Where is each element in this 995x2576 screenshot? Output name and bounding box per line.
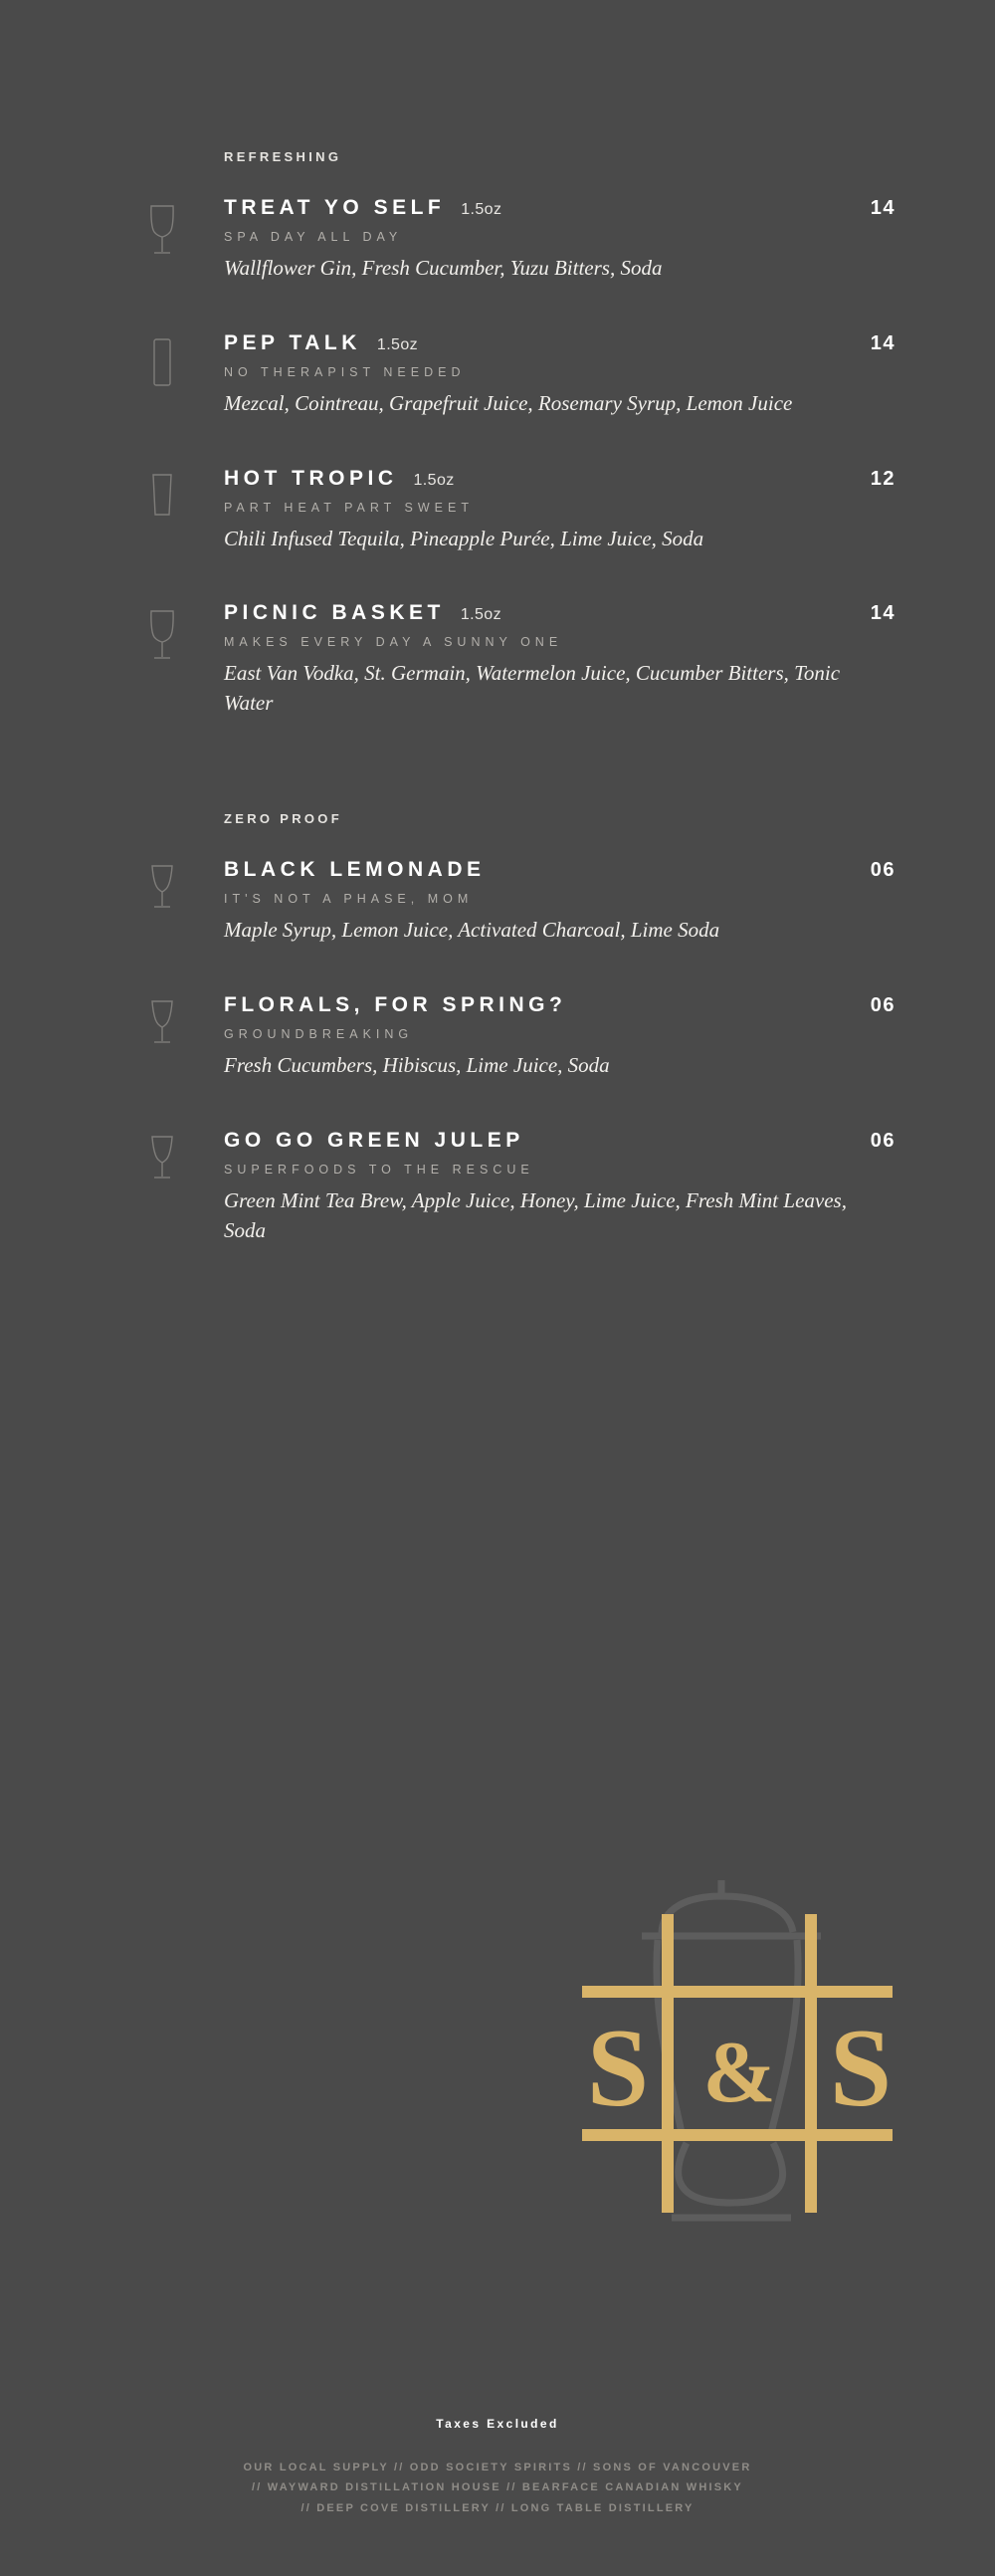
menu-item-tagline: SPA DAY ALL DAY bbox=[224, 230, 403, 244]
local-supply-note bbox=[0, 2458, 995, 2518]
menu-item-description: Maple Syrup, Lemon Juice, Activated Charcoal, Lime Soda bbox=[224, 918, 720, 943]
menu-item-price: 06 bbox=[870, 993, 896, 1016]
menu-item-head bbox=[224, 1129, 896, 1153]
logo-ampersand: & bbox=[702, 2025, 776, 2121]
menu-item[interactable] bbox=[224, 331, 896, 419]
menu-item-price: 14 bbox=[870, 331, 896, 354]
menu-item-name: GO GO GREEN JULEP bbox=[224, 1128, 524, 1152]
menu-item-tagline: IT'S NOT A PHASE, MOM bbox=[224, 892, 474, 907]
section-label: ZERO PROOF bbox=[224, 811, 342, 827]
wine-glass-icon bbox=[139, 862, 185, 924]
menu-item-name: HOT TROPIC bbox=[224, 466, 398, 490]
menu-item-description: Fresh Cucumbers, Hibiscus, Lime Juice, Soda bbox=[224, 1052, 610, 1077]
menu-item-size: 1.5oz bbox=[460, 606, 501, 624]
menu-item-description: East Van Vodka, St. Germain, Watermelon Juice, Cucumber Bitters, Tonic Water bbox=[224, 661, 841, 716]
menu-item-head bbox=[224, 601, 896, 625]
menu-item-size: 1.5oz bbox=[413, 471, 455, 489]
section-spacer bbox=[0, 766, 995, 811]
supply-line-2: // WAYWARD DISTILLATION HOUSE // BEARFACE CANADIAN WHISKY bbox=[252, 2481, 743, 2494]
section-label: REFRESHING bbox=[224, 149, 342, 164]
wine-glass-icon bbox=[139, 1133, 185, 1194]
menu-item-head bbox=[224, 993, 896, 1017]
rocks-glass-icon bbox=[139, 471, 185, 533]
menu-item-description: Green Mint Tea Brew, Apple Juice, Honey, Lime Juice, Fresh Mint Leaves, Soda bbox=[224, 1187, 847, 1242]
menu-item-head bbox=[224, 196, 896, 220]
menu-item-price: 14 bbox=[870, 602, 896, 625]
menu-item-name: PEP TALK bbox=[224, 330, 361, 354]
stemmed-coupe-glass-icon bbox=[139, 605, 185, 667]
menu-item-price: 06 bbox=[870, 859, 896, 882]
menu-section-zero-proof bbox=[0, 811, 995, 1245]
menu-item-price: 12 bbox=[870, 467, 896, 490]
menu-item[interactable] bbox=[224, 601, 896, 719]
logo-right-letter: S bbox=[829, 2007, 893, 2130]
menu-item-description: Wallflower Gin, Fresh Cucumber, Yuzu Bitters, Soda bbox=[224, 256, 663, 280]
logo-left-letter: S bbox=[586, 2007, 650, 2130]
menu-item[interactable] bbox=[224, 196, 896, 284]
menu-item-name: TREAT YO SELF bbox=[224, 196, 446, 219]
menu-item-head bbox=[224, 467, 896, 491]
menu-item[interactable] bbox=[224, 1129, 896, 1246]
menu-item[interactable] bbox=[224, 993, 896, 1081]
menu-item[interactable] bbox=[224, 858, 896, 946]
wine-glass-icon bbox=[139, 997, 185, 1059]
menu-item-description: Chili Infused Tequila, Pineapple Purée, Lime Juice, Soda bbox=[224, 526, 704, 550]
taxes-note: Taxes Excluded bbox=[436, 2417, 559, 2431]
supply-line-1: OUR LOCAL SUPPLY // ODD SOCIETY SPIRITS // SONS OF VANCOUVER bbox=[243, 2461, 752, 2473]
s-and-s-monogram-logo bbox=[522, 1874, 940, 2272]
menu-section-refreshing bbox=[0, 149, 995, 719]
menu-item-size: 1.5oz bbox=[376, 335, 419, 353]
menu-item-price: 06 bbox=[870, 1129, 896, 1152]
menu-item-head bbox=[224, 858, 896, 882]
menu-item-tagline: NO THERAPIST NEEDED bbox=[224, 364, 466, 379]
menu-item[interactable] bbox=[224, 467, 896, 554]
menu-item-tagline: GROUNDBREAKING bbox=[224, 1026, 414, 1041]
menu-item-tagline: PART HEAT PART SWEET bbox=[224, 500, 474, 515]
menu-item-name: PICNIC BASKET bbox=[224, 601, 445, 625]
stemmed-coupe-glass-icon bbox=[139, 200, 185, 262]
menu-item-name: BLACK LEMONADE bbox=[224, 858, 486, 882]
menu-item-size: 1.5oz bbox=[461, 201, 502, 218]
menu-item-head bbox=[224, 331, 896, 355]
menu-item-tagline: MAKES EVERY DAY A SUNNY ONE bbox=[224, 635, 563, 650]
menu-item-description: Mezcal, Cointreau, Grapefruit Juice, Rosemary Syrup, Lemon Juice bbox=[224, 390, 793, 415]
menu-item-tagline: SUPERFOODS TO THE RESCUE bbox=[224, 1162, 534, 1177]
menu-item-name: FLORALS, FOR SPRING? bbox=[224, 992, 567, 1016]
highball-glass-icon bbox=[139, 335, 185, 397]
menu-item-price: 14 bbox=[870, 197, 896, 219]
supply-line-3: // DEEP COVE DISTILLERY // LONG TABLE DISTILLERY bbox=[300, 2501, 695, 2514]
